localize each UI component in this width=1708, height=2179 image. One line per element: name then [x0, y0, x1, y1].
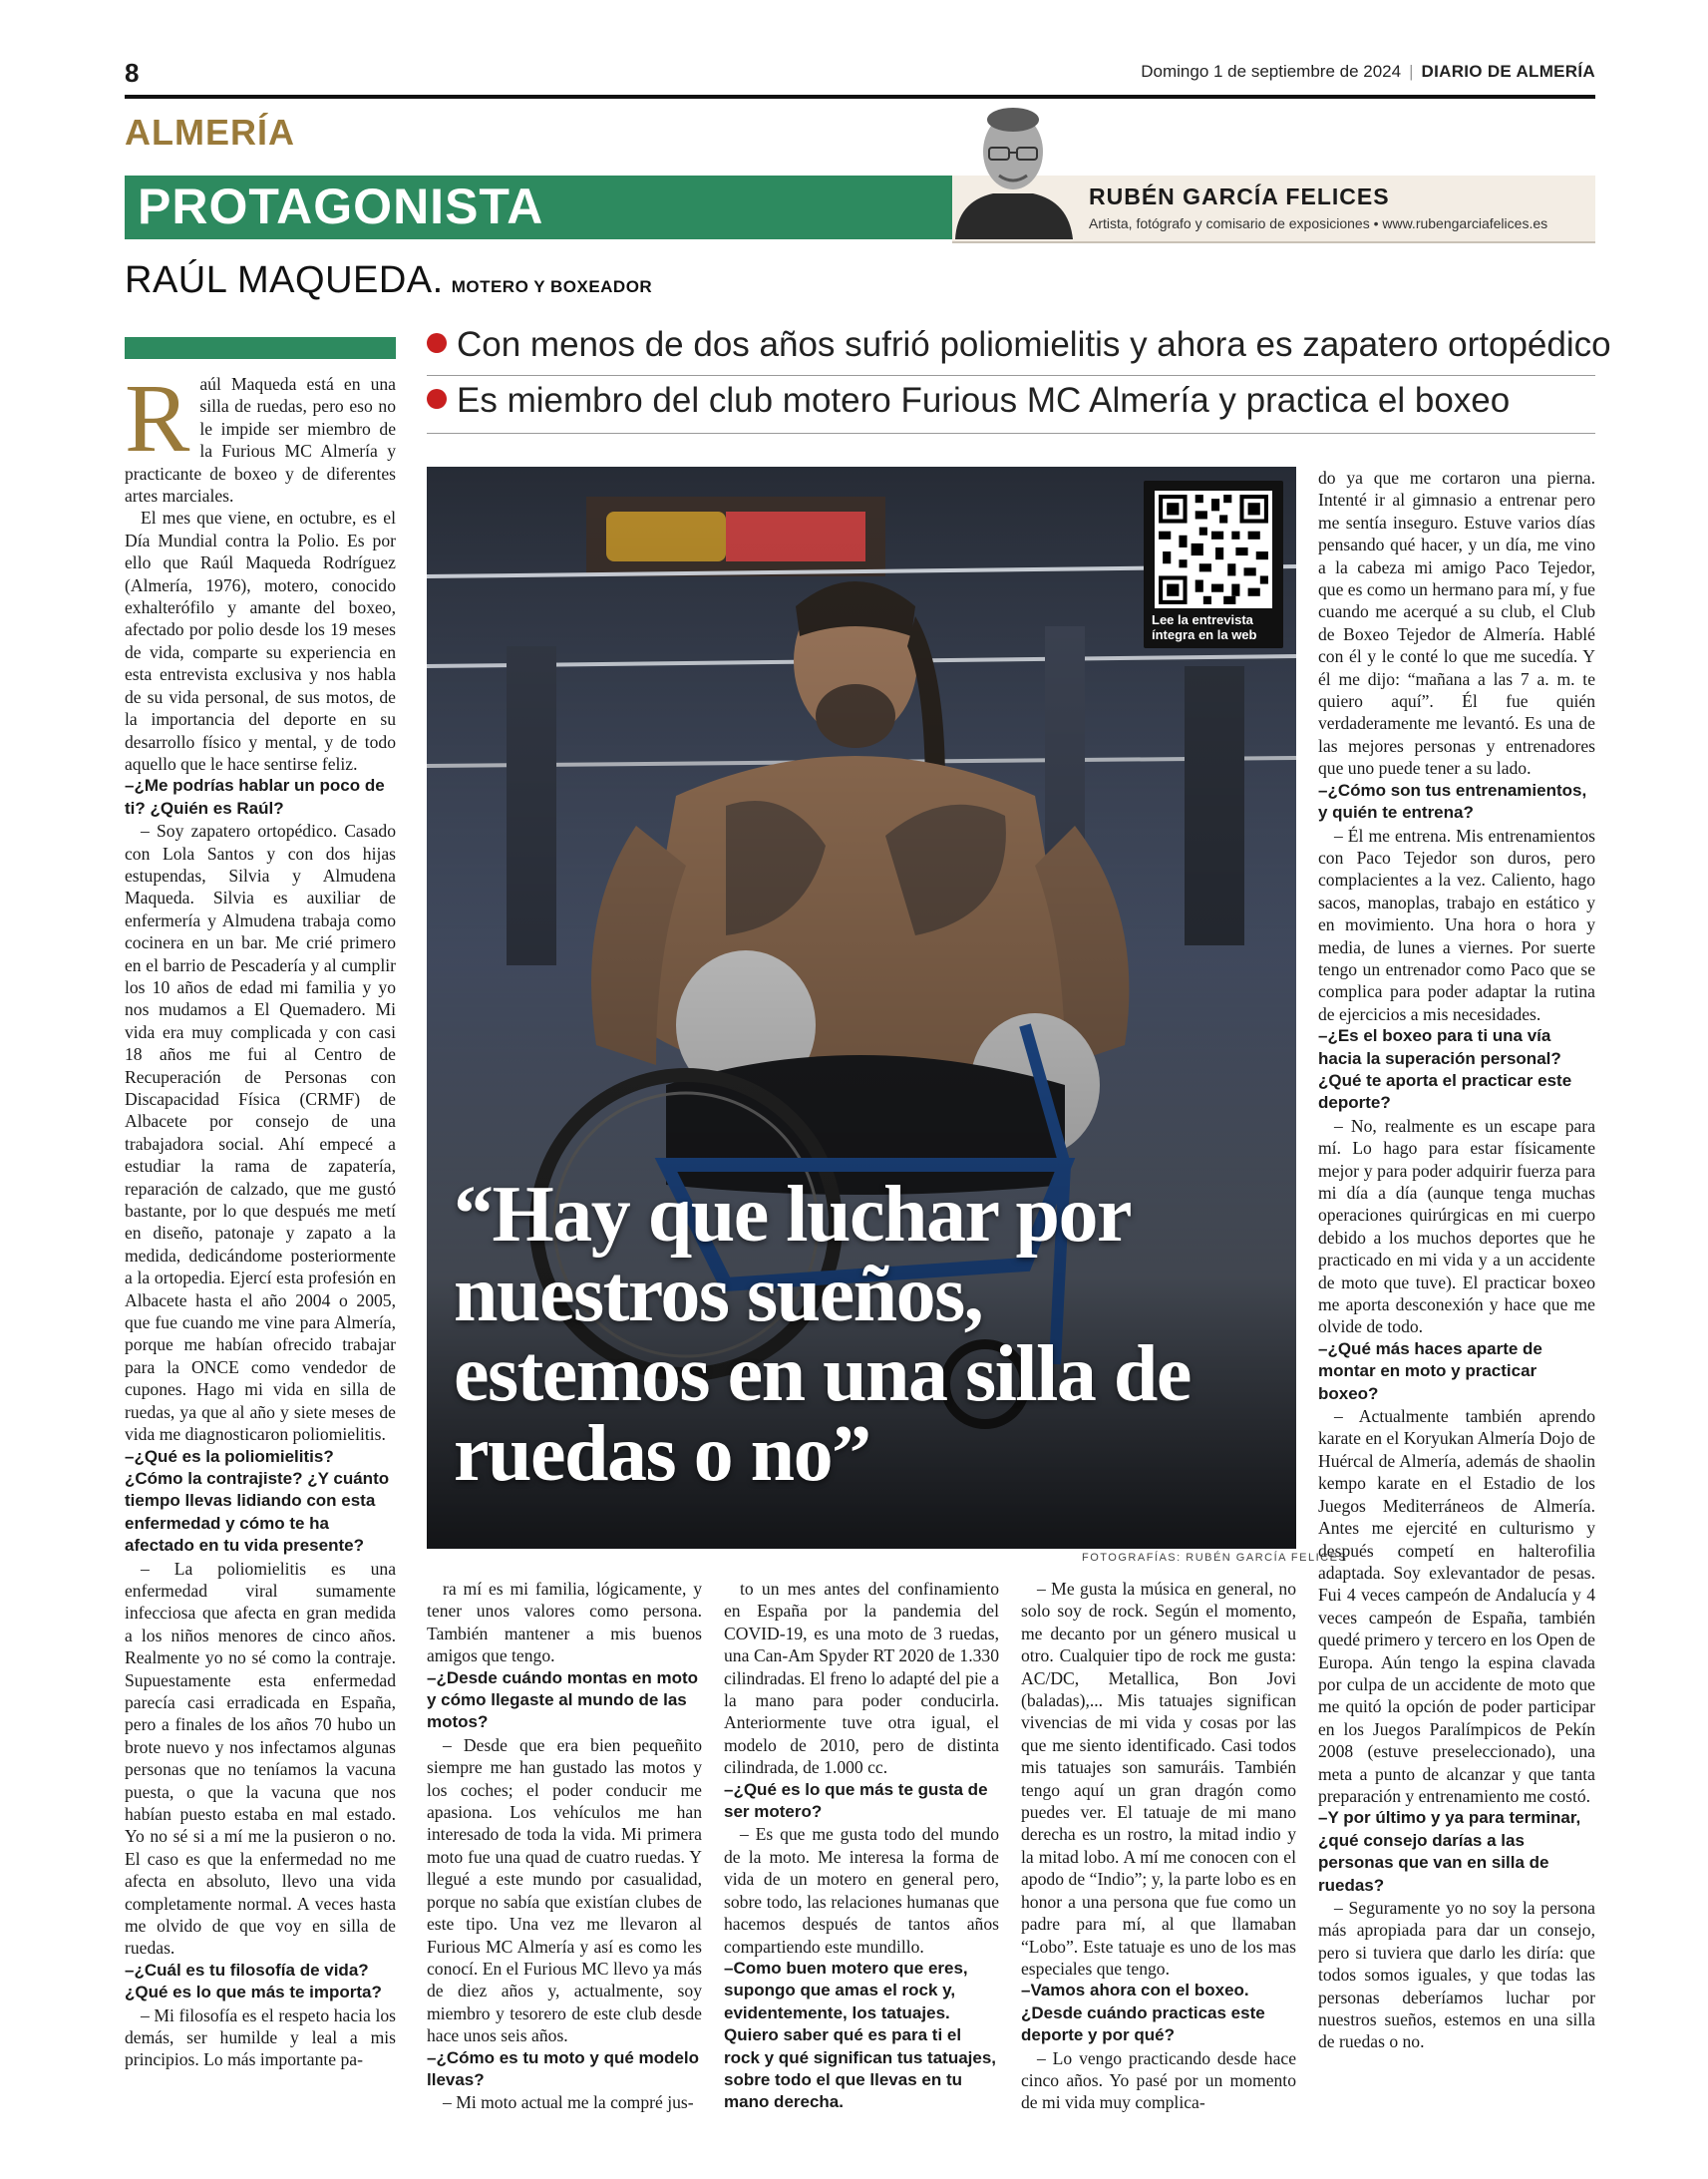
interview-answer: – Me gusta la música en general, no solo soy de rock. Según el momento, me decanto por un género musical u otro. Cualquier tipo de rock me gusta: AC/DC, Metallica, Bon Jovi (baladas),... Mis tatuajes significan vivencias de mi vida y cosas por las que me siento identificado. Casi todos mis tatuajes son samuráis. También tengo aquí un gran dragón como puedes ver. El tatuaje de mi mano derecha es un rostro, la mitad indio y la mitad lobo. A mí me conocen con el apodo de “Indio”; y, la parte lobo es en honor a una persona que fue como un padre para mí, al que llamaban “Lobo”. Este tatuaje es uno de los mas especiales que tengo.	[1021, 1579, 1296, 1979]
issue-date: Domingo 1 de septiembre de 2024	[1141, 62, 1402, 81]
interview-question: –¿Qué es lo que más te gusta de ser motero?	[724, 1779, 988, 1822]
interview-question: –¿Me podrías hablar un poco de ti? ¿Quién es Raúl?	[125, 776, 385, 818]
photo-credit: FOTOGRAFÍAS: RUBÉN GARCÍA FELICES	[1082, 1552, 1348, 1564]
column-body	[1021, 1578, 1296, 2114]
interview-question: –¿Cómo son tus entrenamientos, y quién te entrena?	[1318, 780, 1587, 823]
interview-question: –Como buen motero que eres, supongo que amas el rock y, evidentemente, los tatuajes. Quiero saber qué es para ti el rock y qué significan tus tatuajes, sobre todo el que llevas en tu mano derecha.	[724, 1958, 997, 2112]
section-title: ALMERÍA	[125, 112, 295, 153]
interview-answer: – Desde que era bien pequeñito siempre me han gustado las motos y los coches; el poder conducir me apasiona. Los vehículos me han interesado de toda la vida. Mi primera moto fue una quad de cuatro ruedas. Y llegué a este mundo por casualidad, porque no sabía que existían clubes de este tipo. Una vez me llevaron al Furious MC Almería y así es como les conocí. En el Furious MC llevo ya más de diez años y, actualmente, soy miembro y tesorero de este club desde hace unos seis años.	[427, 1734, 702, 2046]
text-column-2	[427, 1578, 702, 2114]
bullet-dot-icon	[427, 389, 447, 409]
top-rule	[125, 95, 1595, 99]
interview-answer: – Mi filosofía es el respeto hacia los demás, ser humilde y leal a mis principios. Lo más importante pa-	[125, 2004, 396, 2070]
author-name: RUBÉN GARCÍA FELICES	[1089, 183, 1390, 209]
highlight-divider	[427, 433, 1595, 434]
interview-answer: – Lo vengo practicando desde hace cinco años. Yo pasé por un momento de mi vida muy complica-	[1021, 2047, 1296, 2113]
drop-cap: R	[125, 365, 190, 473]
interview-answer: – Es que me gusta todo del mundo de la moto. Me interesa la forma de vida de un motero en general pero, sobre todo, las relaciones humanas que hacemos después de tantos años compartiendo este mundillo.	[724, 1824, 999, 1957]
paragraph: do ya que me cortaron una pierna. Intenté ir al gimnasio a entrenar pero me sentía inseguro. Estuve varios días pensando qué hacer, y un día, me vino a la cabeza mi amigo Paco Tejedor, que es como un hermano para mí, y fue cuando me acerqué a su club, el Club de Boxeo Tejedor de Almería. Hablé con él y le conté lo que me sucedía. Y él me dijo: “mañana a las 7 a. m. te quiero aquí”. Él fue quién verdaderamente me levantó. Es una de las mejores personas y entrenadores que uno puede tener a su lado.	[1318, 468, 1595, 779]
banner-title: PROTAGONISTA	[138, 179, 544, 234]
interview-question: –¿Cuál es tu filosofía de vida? ¿Qué es lo que más te importa?	[125, 1960, 382, 2002]
column-body	[724, 1578, 999, 2114]
interview-question: –Y por último y ya para terminar, ¿qué consejo darías a las personas que van en silla de ruedas?	[1318, 1808, 1581, 1895]
interview-question: –Vamos ahora con el boxeo. ¿Desde cuándo practicas este deporte y por qué?	[1021, 1981, 1265, 2045]
column-body	[125, 365, 396, 2071]
bullet-dot-icon	[427, 333, 447, 353]
interview-answer: – Él me entrena. Mis entrenamientos con Paco Tejedor son duros, pero complacientes a la vez. Caliento, hago sacos, manoplas, trabajo en estático y en movimiento. Una hora o hora y media, de lunes a viernes. Por suerte tengo un entrenador como Paco que se complica para poder adaptar la rutina de ejercicios a mis necesidades.	[1318, 825, 1595, 1024]
column-body	[427, 1578, 702, 2114]
interview-answer: – Mi moto actual me la compré jus-	[443, 2092, 694, 2113]
interview-answer: to un mes antes del confinamiento en España por la pandemia del COVID-19, es una moto de 3 ruedas, una Can-Am Spyder RT 2020 de 1.330 cilindradas. El freno lo adapté del pie a la mano para poder conducirla. Anteriormente tuve otra igual, el modelo de 2010, pero de distinta cilindrada, de 1.000 cc.	[724, 1579, 999, 1778]
text-column-3	[724, 1578, 999, 2114]
pull-quote: “Hay que luchar por nuestros sueños, estemos en una silla de ruedas o no”	[454, 1171, 1191, 1498]
interview-answer: ra mí es mi familia, lógicamente, y tener unos valores como persona. También mantener a mis buenos amigos que tengo.	[427, 1579, 702, 1666]
interview-answer: El mes que viene, en octubre, es el Día Mundial contra la Polio. Es por ello que Raúl Maqueda Rodríguez (Almería, 1976), motero, conocido exhalterófilo y amante del boxeo, afectado por polio desde los 19 meses de vida, comparte su experiencia en esta entrevista exclusiva y nos habla de su vida personal, de sus motos, de la importancia del deporte en su desarrollo físico y mental, y de todo aquello que le hace sentirse feliz.	[125, 508, 396, 774]
interview-answer: – Seguramente yo no soy la persona más apropiada para dar un consejo, pero si tuviera que darlo les diría: que todos somos iguales, y que todas las personas deberíamos luchar por nuestros sueños, estemos en una silla de ruedas o no.	[1318, 1898, 1595, 2052]
interview-answer: – Soy zapatero ortopédico. Casado con Lola Santos y con dos hijas estupendas, Silvia y Almudena Maqueda. Silvia es auxiliar de enfermería y Almudena trabaja como cocinera en un bar. Me crié primero en el barrio de Pescadería y al cumplir los 10 años de edad mi familia y yo nos mudamos a El Quemadero. Mi vida era muy complicada y con casi 18 años me fui al Centro de Recuperación de Personas con Discapacidad Física (CRMF) de Albacete por consejo de una trabajadora social. Ahí empecé a estudiar la rama de zapatería, reparación de calzado, que me gustó bastante, por lo que después me metí en diseño, patonaje y zapato a la medida, dedicándome posteriormente a la ortopedia. Ejercí esta profesión en Albacete hasta el año 2004 o 2005, que fue cuando me vine para Almería, porque me habían ofrecido trabajar para la ONCE como vendedor de cupones. Hago mi vida en silla de ruedas, ya que al año y siete meses de vida me diagnosticaron poliomielitis.	[125, 821, 396, 1445]
masthead	[1141, 62, 1595, 82]
text-column-5	[1318, 467, 1595, 2053]
interview-question: –¿Cómo es tu moto y qué modelo llevas?	[427, 2047, 699, 2089]
column-body	[1318, 467, 1595, 2053]
subject-line	[125, 259, 652, 302]
highlight-2: Es miembro del club motero Furious MC Almería y practica el boxeo	[427, 381, 1510, 421]
author-photo	[945, 90, 1081, 239]
interview-answer: – La poliomielitis es una enfermedad viral sumamente infecciosa que afecta en gran medida a los niños menores de cinco años. Realmente yo no sé como la contraje. Supuestamente esta enfermedad parecía casi erradicada en España, pero a finales de los años 70 hubo un brote nuevo y nos infectamos algunas personas que no teníamos la vacuna puesta, o que la vacuna que nos habían puesto estaba en mal estado. Yo no sé si a mí me la pusieron o no. El caso es que la enfermedad no me afecta en absoluto, llevo una vida completamente normal. A veces hasta me olvido de que voy en silla de ruedas.	[125, 1558, 396, 1959]
author-description: Artista, fotógrafo y comisario de exposiciones • www.rubengarciafelices.es	[1089, 215, 1548, 231]
paragraph: aúl Maqueda está en una silla de ruedas, pero eso no le impide ser miembro de la Furious MC Almería y practicante de boxeo y de diferentes artes marciales.	[125, 374, 396, 507]
qr-caption: Lee la entrevista íntegra en la web	[1152, 612, 1257, 642]
interview-question: –¿Desde cuándo montas en moto y cómo llegaste al mundo de las motos?	[427, 1667, 699, 1732]
text-column-4	[1021, 1578, 1296, 2114]
highlight-divider	[427, 375, 1595, 376]
qr-code-icon[interactable]	[1155, 491, 1272, 608]
subject-name: RAÚL MAQUEDA.	[125, 259, 444, 301]
masthead-separator: |	[1409, 62, 1414, 81]
interview-question: –¿Qué más haces aparte de montar en moto y practicar boxeo?	[1318, 1338, 1542, 1403]
subject-role: MOTERO Y BOXEADOR	[451, 277, 653, 296]
interview-question: –¿Qué es la poliomielitis? ¿Cómo la contrajiste? ¿Y cuánto tiempo llevas lidiando con esta enfermedad y cómo te ha afectado en tu vida presente?	[125, 1446, 390, 1556]
text-column-1	[125, 365, 396, 2071]
page-number: 8	[125, 58, 140, 88]
newspaper-name: DIARIO DE ALMERÍA	[1421, 62, 1595, 81]
interview-answer: – No, realmente es un escape para mí. Lo hago para estar físicamente mejor y para poder adquirir fuerza para mi día a día (aunque tenga muchas operaciones quirúrgicas en mi cuerpo debido a los muchos deportes que he practicado en mi vida y a un accidente de moto que tuve). El practicar boxeo me aporta desconexión y hace que me olvide de todo.	[1318, 1115, 1595, 1337]
highlight-1: Con menos de dos años sufrió poliomielitis y ahora es zapatero ortopédico	[427, 325, 1611, 365]
interview-answer: – Actualmente también aprendo karate en el Koryukan Almería Dojo de Huércal de Almería, además de shaolin kempo karate en el Estadio de los Juegos Mediterráneos de Almería. Antes me ejercité en culturismo y después competí en halterofilia adaptada. Soy exlevantador de pesas. Fui 4 veces campeón de Andalucía y 4 veces campeón de España, también quedé primero y tercero en los Open de Europa. Aún tengo la espina clavada por culpa de un accidente de moto que me quitó la opción de poder participar en los Juegos Paralímpicos de Pekín 2008 (estuve preseleccionado), una meta a punto de alcanzar y que tanta preparación y entrenamiento me costó.	[1318, 1406, 1595, 1806]
interview-question: –¿Es el boxeo para ti una vía hacia la superación personal? ¿Qué te aporta el practicar este deporte?	[1318, 1026, 1572, 1113]
column-accent-bar	[125, 337, 396, 359]
